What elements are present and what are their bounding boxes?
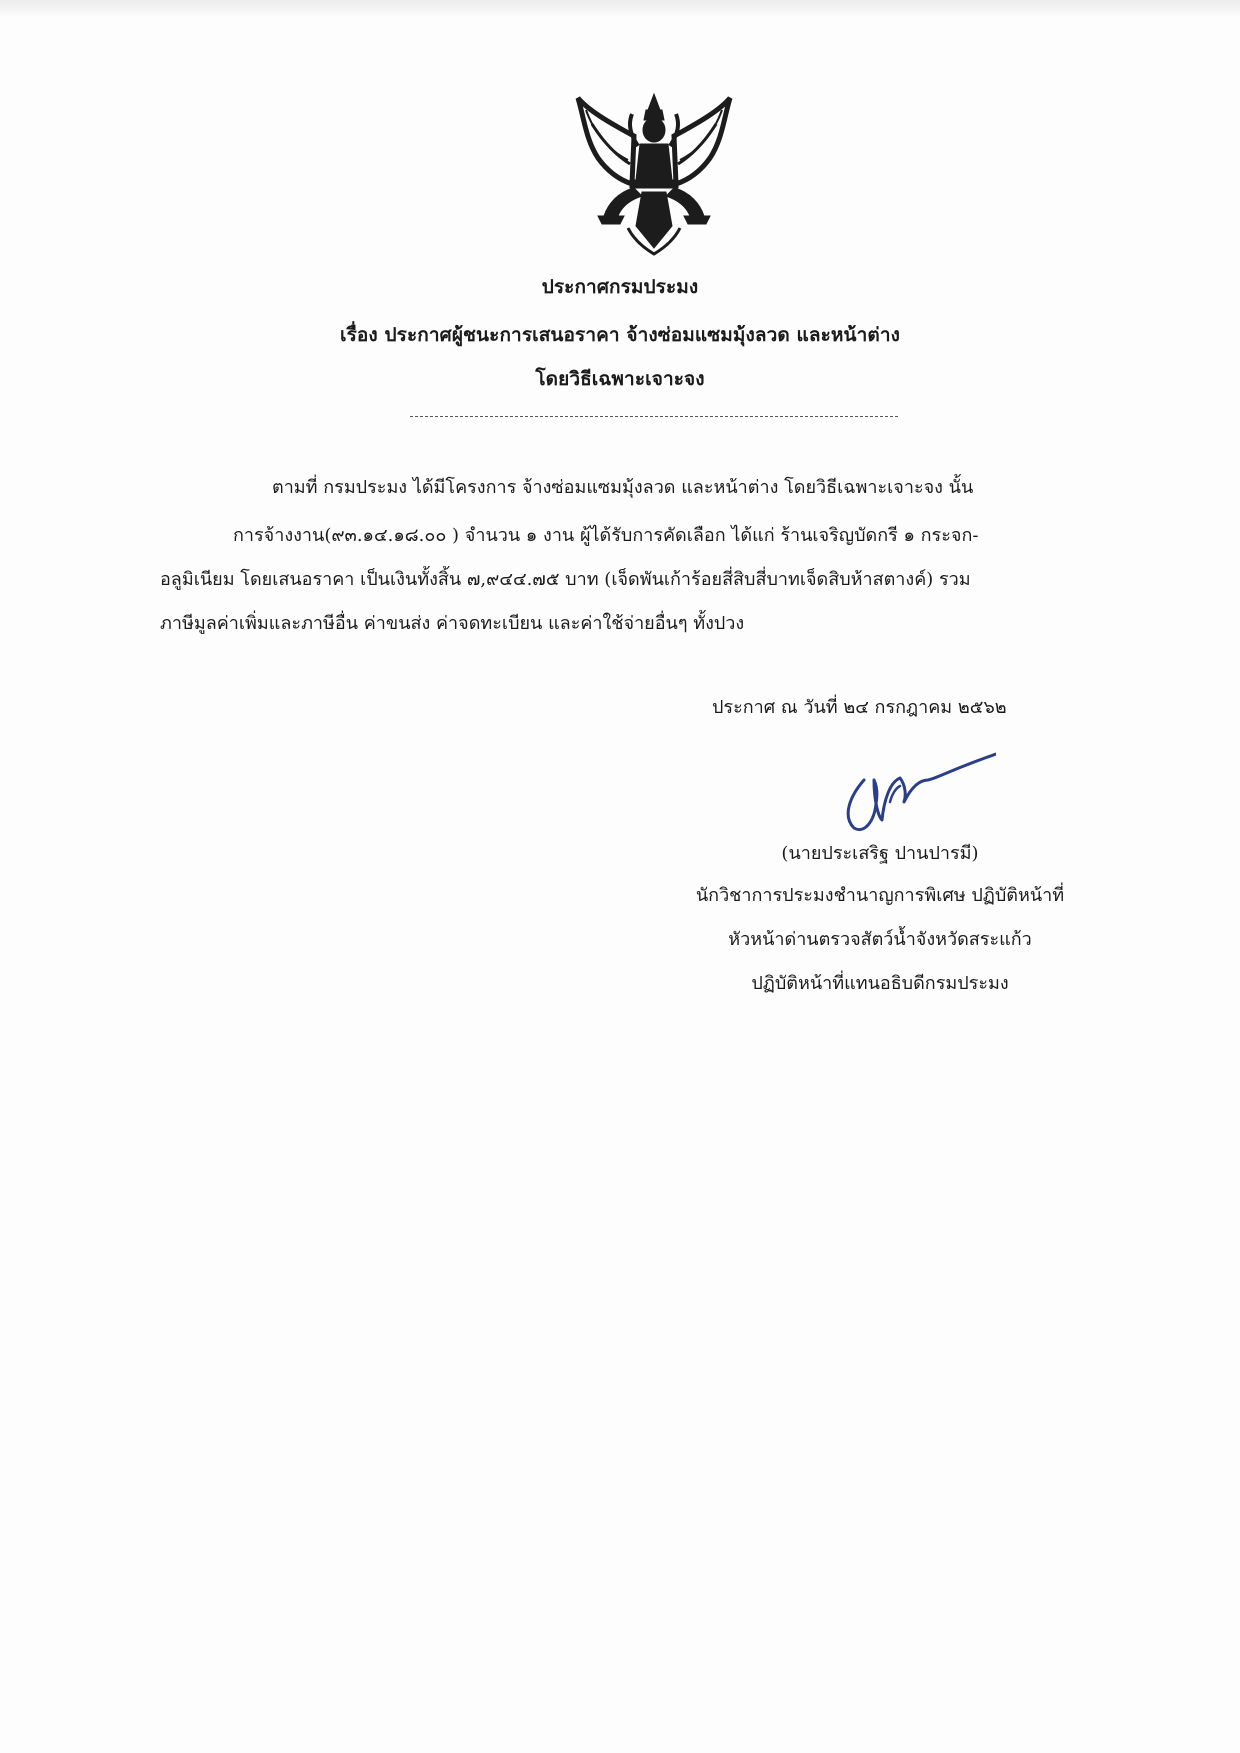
body-line: ตามที่ กรมประมง ได้มีโครงการ จ้างซ่อมแซมมุ้งลวด และหน้าต่าง โดยวิธีเฉพาะเจาะจง นั้น [272, 477, 974, 498]
announcement-title: ประกาศกรมประมง [541, 276, 699, 298]
handwritten-signature [820, 740, 996, 836]
header-divider [410, 416, 898, 417]
garuda-emblem-icon [568, 88, 740, 260]
announcement-date: ประกาศ ณ วันที่ ๒๔ กรกฎาคม ๒๕๖๒ [712, 697, 1007, 718]
body-line: การจ้างงาน(๙๓.๑๔.๑๘.๐๐ ) จำนวน ๑ งาน ผู้ได้รับการคัดเลือก ได้แก่ ร้านเจริญบัดกรี ๑ กระจก- [233, 525, 979, 546]
procurement-method: โดยวิธีเฉพาะเจาะจง [535, 368, 705, 390]
signatory-acting: ปฏิบัติหน้าที่แทนอธิบดีกรมประมง [751, 973, 1009, 994]
signatory-position: นักวิชาการประมงชำนาญการพิเศษ ปฏิบัติหน้าที่ [695, 885, 1065, 906]
signatory-name: (นายประเสริฐ ปานปารมี) [781, 843, 979, 864]
body-line: อลูมิเนียม โดยเสนอราคา เป็นเงินทั้งสิ้น ๗,๙๔๔.๗๕ บาท (เจ็ดพันเก้าร้อยสี่สิบสี่บาทเจ็ดสิบห้าสตางค์) รวม [160, 569, 971, 590]
scan-edge-shadow [0, 0, 1240, 18]
body-line: ภาษีมูลค่าเพิ่มและภาษีอื่น ค่าขนส่ง ค่าจดทะเบียน และค่าใช้จ่ายอื่นๆ ทั้งปวง [160, 613, 745, 634]
signatory-role: หัวหน้าด่านตรวจสัตว์น้ำจังหวัดสระแก้ว [728, 929, 1032, 950]
announcement-subject: เรื่อง ประกาศผู้ชนะการเสนอราคา จ้างซ่อมแซมมุ้งลวด และหน้าต่าง [340, 324, 900, 346]
